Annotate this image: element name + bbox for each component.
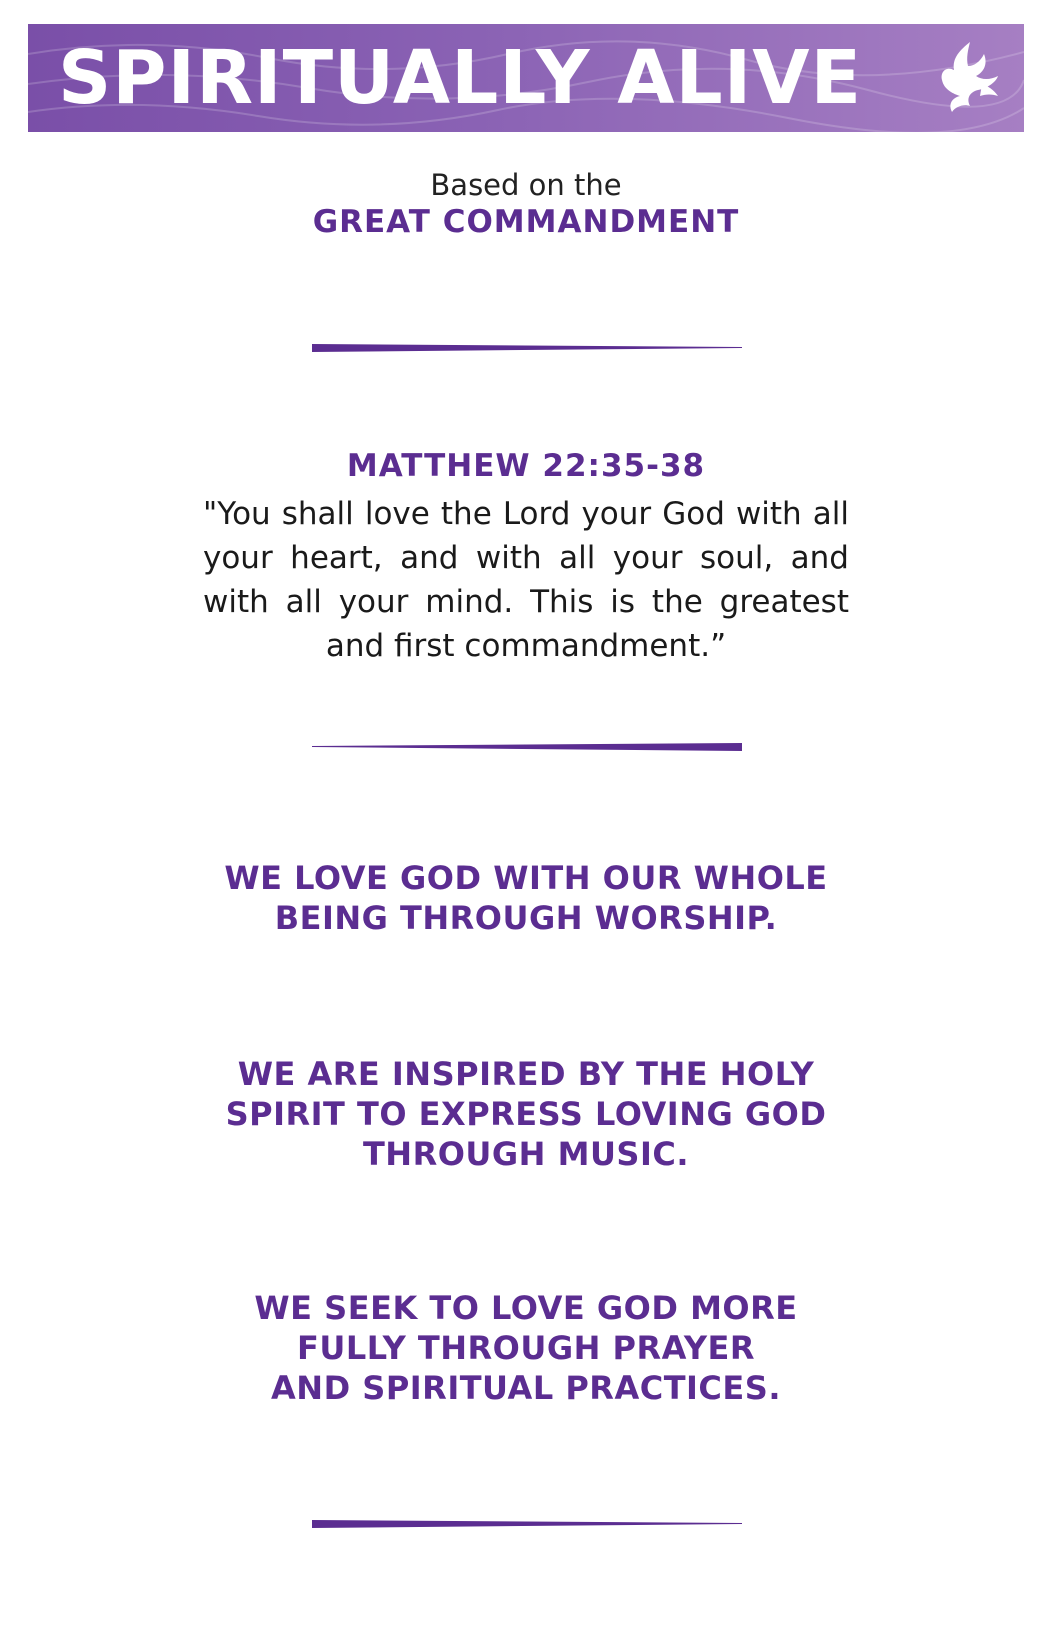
intro-heading: GREAT COMMANDMENT xyxy=(312,204,740,240)
divider xyxy=(312,1518,742,1530)
statement-line: SPIRIT TO EXPRESS LOVING GOD xyxy=(225,1095,827,1133)
statement-worship xyxy=(150,858,902,938)
statement-line: WE SEEK TO LOVE GOD MORE xyxy=(254,1289,798,1327)
statement-music xyxy=(150,1054,902,1174)
statement-line: BEING THROUGH WORSHIP. xyxy=(274,899,778,937)
flame-dove-icon xyxy=(930,36,1004,120)
statement-line: WE ARE INSPIRED BY THE HOLY xyxy=(237,1055,815,1093)
scripture-text: "You shall love the Lord your God with all your heart, and with all your soul, and with all your mind. This is the greatest and first commandment.” xyxy=(203,496,849,664)
scripture-reference: MATTHEW 22:35-38 xyxy=(346,448,706,484)
statement-line: WE LOVE GOD WITH OUR WHOLE xyxy=(224,859,828,897)
divider xyxy=(312,342,742,354)
header-banner xyxy=(28,24,1024,132)
statement-line: FULLY THROUGH PRAYER xyxy=(296,1329,756,1367)
statement-line: THROUGH MUSIC. xyxy=(362,1135,690,1173)
statement-line: AND SPIRITUAL PRACTICES. xyxy=(271,1369,781,1407)
divider xyxy=(312,741,742,753)
page-title: SPIRITUALLY ALIVE xyxy=(58,35,863,121)
statement-prayer xyxy=(150,1288,902,1408)
intro-line: Based on the xyxy=(430,168,622,202)
